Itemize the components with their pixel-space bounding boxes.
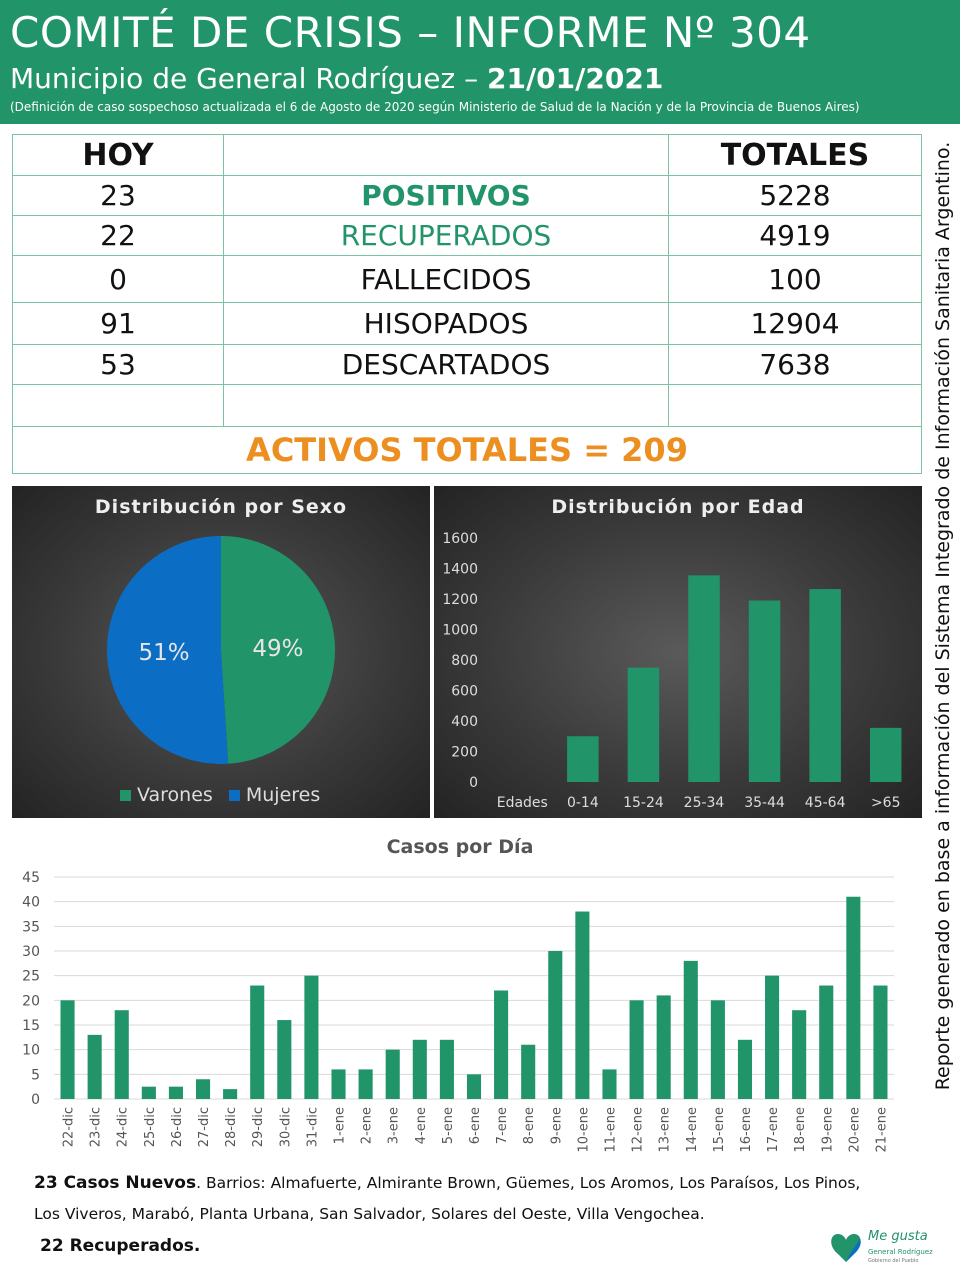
x-tick-label: 6-ene bbox=[468, 1107, 483, 1145]
sex-distribution-panel bbox=[12, 486, 430, 818]
stats-header-row bbox=[13, 135, 922, 176]
daily-bar-17-ene bbox=[765, 976, 779, 1099]
daily-bar-20-ene bbox=[846, 897, 860, 1099]
age-bar->65 bbox=[870, 728, 901, 782]
legend-item-varones bbox=[120, 784, 213, 806]
municipality-name: Municipio de General Rodríguez – bbox=[10, 62, 479, 95]
age-chart-title: Distribución por Edad bbox=[551, 496, 805, 518]
activos-row bbox=[13, 427, 922, 474]
y-tick-label: 15 bbox=[22, 1018, 40, 1034]
pie-legend bbox=[120, 784, 320, 806]
logo-text-1: Me gusta bbox=[868, 1229, 928, 1244]
daily-bar-2-ene bbox=[359, 1069, 373, 1099]
y-tick-label: 800 bbox=[451, 653, 478, 669]
daily-bar-11-ene bbox=[602, 1069, 616, 1099]
y-tick-label: 1200 bbox=[442, 592, 478, 608]
legend-label: Mujeres bbox=[245, 784, 321, 806]
municipal-logo bbox=[826, 1224, 933, 1276]
daily-bar-14-ene bbox=[684, 961, 698, 1099]
descartados-hoy: 53 bbox=[13, 345, 224, 385]
age-bar-chart bbox=[434, 486, 922, 818]
sex-pie-chart bbox=[12, 486, 430, 818]
y-tick-label: 400 bbox=[451, 714, 478, 730]
x-tick-label: 2-ene bbox=[359, 1107, 375, 1145]
x-tick-label: 3-ene bbox=[386, 1107, 402, 1145]
stats-row-hisopados bbox=[13, 303, 922, 345]
daily-bar-10-ene bbox=[575, 912, 589, 1099]
positivos-label: POSITIVOS bbox=[224, 176, 669, 216]
fallecidos-total: 100 bbox=[669, 256, 922, 303]
age-bar-45-64 bbox=[809, 589, 840, 782]
y-tick-label: 30 bbox=[22, 944, 40, 960]
hisopados-label: HISOPADOS bbox=[224, 303, 669, 345]
x-tick-label: 18-ene bbox=[793, 1107, 809, 1153]
empty-cell bbox=[224, 385, 669, 427]
y-tick-label: 10 bbox=[22, 1042, 40, 1059]
activos-totales: ACTIVOS TOTALES = 209 bbox=[13, 427, 922, 474]
daily-bar-7-ene bbox=[494, 990, 508, 1099]
x-tick-label: 7-ene bbox=[495, 1107, 511, 1145]
daily-cases-panel bbox=[0, 828, 920, 1168]
x-tick-label: 16-ene bbox=[738, 1107, 754, 1153]
y-tick-label: 0 bbox=[469, 775, 478, 791]
stats-row-empty bbox=[13, 385, 922, 427]
pie-slice-label: 51% bbox=[138, 639, 190, 666]
y-tick-label: 200 bbox=[451, 744, 478, 761]
x-tick-label: 21-ene bbox=[874, 1107, 890, 1153]
recuperados-hoy: 22 bbox=[13, 216, 224, 256]
x-tick-label: 8-ene bbox=[522, 1107, 538, 1145]
x-tick-label: 15-24 bbox=[623, 795, 664, 811]
empty-cell bbox=[669, 385, 922, 427]
stats-table bbox=[12, 134, 922, 474]
descartados-total: 7638 bbox=[669, 345, 922, 385]
daily-bar-12-ene bbox=[630, 1000, 644, 1099]
x-tick-label: 0-14 bbox=[566, 795, 599, 811]
x-tick-label: 15-ene bbox=[711, 1107, 727, 1153]
daily-bar-26-dic bbox=[169, 1087, 183, 1099]
daily-bar-21-ene bbox=[873, 986, 887, 1099]
new-cases-line bbox=[34, 1173, 860, 1193]
x-tick-label: 35-44 bbox=[744, 795, 785, 811]
legend-item-mujeres bbox=[229, 784, 320, 806]
age-bar-0-14 bbox=[567, 736, 598, 782]
daily-bar-23-dic bbox=[88, 1035, 102, 1099]
x-tick-label: 20-ene bbox=[847, 1107, 863, 1153]
stats-row-recuperados bbox=[13, 216, 922, 256]
daily-bar-25-dic bbox=[142, 1087, 156, 1099]
daily-bar-9-ene bbox=[548, 951, 562, 1099]
age-bar-15-24 bbox=[628, 668, 659, 782]
stats-row-descartados bbox=[13, 345, 922, 385]
daily-bar-22-dic bbox=[61, 1000, 75, 1099]
x-tick-label: Edades bbox=[496, 795, 548, 811]
y-tick-label: 1600 bbox=[442, 531, 478, 547]
y-tick-label: 5 bbox=[31, 1067, 40, 1084]
legend-swatch bbox=[120, 790, 131, 801]
age-bar-35-44 bbox=[749, 601, 780, 782]
age-distribution-panel bbox=[434, 486, 922, 818]
barrios-list-1: . Barrios: Almafuerte, Almirante Brown, Güemes, Los Aromos, Los Paraísos, Los Pinos, bbox=[196, 1174, 861, 1192]
col-label-header bbox=[224, 135, 669, 176]
daily-bar-19-ene bbox=[819, 986, 833, 1099]
x-tick-label: 14-ene bbox=[684, 1107, 700, 1153]
legend-label: Varones bbox=[137, 784, 213, 806]
x-tick-label: 13-ene bbox=[657, 1107, 673, 1153]
logo-text-2: General Rodríguez bbox=[868, 1248, 933, 1256]
x-tick-label: 23-dic bbox=[88, 1107, 104, 1148]
x-tick-label: 24-dic bbox=[115, 1107, 131, 1148]
logo-text-3: Gobierno del Pueblo bbox=[868, 1258, 919, 1264]
x-tick-label: 25-34 bbox=[683, 795, 725, 811]
recuperados-label: RECUPERADOS bbox=[224, 216, 669, 256]
x-tick-label: 10-ene bbox=[576, 1107, 592, 1153]
daily-bar-16-ene bbox=[738, 1040, 752, 1099]
daily-bar-1-ene bbox=[331, 1069, 345, 1099]
y-tick-label: 40 bbox=[22, 894, 40, 911]
y-tick-label: 1400 bbox=[442, 561, 478, 578]
report-date: 21/01/2021 bbox=[486, 62, 664, 95]
report-subtitle bbox=[10, 62, 663, 95]
daily-bar-24-dic bbox=[115, 1010, 129, 1099]
legend-swatch bbox=[229, 790, 240, 801]
y-tick-label: 35 bbox=[22, 919, 40, 936]
daily-bar-15-ene bbox=[711, 1000, 725, 1099]
hisopados-total: 12904 bbox=[669, 303, 922, 345]
positivos-hoy: 23 bbox=[13, 176, 224, 216]
data-source-note: Reporte generado en base a información del Sistema Integrado de Información Sanitaria Argentino. bbox=[932, 141, 954, 1091]
x-tick-label: >65 bbox=[870, 795, 901, 811]
stats-row-positivos bbox=[13, 176, 922, 216]
daily-bar-28-dic bbox=[223, 1089, 237, 1099]
x-tick-label: 9-ene bbox=[549, 1107, 565, 1145]
col-hoy-header: HOY bbox=[13, 135, 224, 176]
daily-bar-8-ene bbox=[521, 1045, 535, 1099]
positivos-total: 5228 bbox=[669, 176, 922, 216]
daily-bar-18-ene bbox=[792, 1010, 806, 1099]
case-definition-note: (Definición de caso sospechoso actualizada el 6 de Agosto de 2020 según Ministerio de Salud de la Nación y de la Provincia de Buenos Aires) bbox=[10, 100, 860, 114]
pie-slice-label: 49% bbox=[252, 636, 304, 663]
daily-bar-5-ene bbox=[440, 1040, 454, 1099]
x-tick-label: 26-dic bbox=[169, 1107, 185, 1148]
x-tick-label: 31-dic bbox=[305, 1107, 321, 1148]
recovered-line bbox=[40, 1236, 200, 1256]
fallecidos-label: FALLECIDOS bbox=[224, 256, 669, 303]
recovered-count: 22 Recuperados. bbox=[40, 1236, 201, 1256]
recuperados-total: 4919 bbox=[669, 216, 922, 256]
y-tick-label: 0 bbox=[31, 1092, 40, 1108]
x-tick-label: 28-dic bbox=[224, 1107, 240, 1148]
daily-bar-6-ene bbox=[467, 1074, 481, 1099]
barrios-list-2: Los Viveros, Marabó, Planta Urbana, San Salvador, Solares del Oeste, Villa Vengochea. bbox=[34, 1205, 705, 1223]
x-tick-label: 4-ene bbox=[413, 1107, 429, 1145]
x-tick-label: 19-ene bbox=[820, 1107, 836, 1153]
x-tick-label: 12-ene bbox=[630, 1107, 646, 1153]
y-tick-label: 20 bbox=[22, 993, 40, 1010]
report-title: COMITÉ DE CRISIS – INFORME Nº 304 bbox=[10, 8, 811, 57]
daily-bar-31-dic bbox=[304, 976, 318, 1099]
new-cases-count: 23 Casos Nuevos bbox=[34, 1173, 197, 1193]
report-header bbox=[0, 0, 960, 124]
daily-bar-4-ene bbox=[413, 1040, 427, 1099]
col-totales-header: TOTALES bbox=[669, 135, 922, 176]
daily-chart-title: Casos por Día bbox=[386, 836, 534, 858]
x-tick-label: 22-dic bbox=[61, 1107, 77, 1148]
x-tick-label: 29-dic bbox=[251, 1107, 267, 1148]
x-tick-label: 1-ene bbox=[332, 1107, 348, 1145]
daily-bar-chart bbox=[0, 828, 920, 1168]
x-tick-label: 11-ene bbox=[603, 1107, 619, 1153]
daily-bar-13-ene bbox=[657, 995, 671, 1099]
y-tick-label: 25 bbox=[22, 968, 40, 985]
fallecidos-hoy: 0 bbox=[13, 256, 224, 303]
daily-bar-27-dic bbox=[196, 1079, 210, 1099]
pie-chart-title: Distribución por Sexo bbox=[94, 496, 348, 518]
x-tick-label: 27-dic bbox=[197, 1107, 213, 1148]
y-tick-label: 1000 bbox=[442, 622, 478, 639]
x-tick-label: 17-ene bbox=[766, 1107, 782, 1153]
x-tick-label: 45-64 bbox=[804, 795, 846, 811]
hisopados-hoy: 91 bbox=[13, 303, 224, 345]
heart-logo-icon bbox=[826, 1224, 933, 1272]
daily-bar-29-dic bbox=[250, 986, 264, 1099]
y-tick-label: 600 bbox=[451, 683, 478, 700]
x-tick-label: 30-dic bbox=[278, 1107, 294, 1148]
age-bar-25-34 bbox=[688, 575, 719, 782]
stats-row-fallecidos bbox=[13, 256, 922, 303]
x-tick-label: 25-dic bbox=[142, 1107, 158, 1148]
daily-bar-3-ene bbox=[386, 1050, 400, 1099]
y-tick-label: 45 bbox=[22, 870, 40, 886]
x-tick-label: 5-ene bbox=[440, 1107, 456, 1145]
daily-bar-30-dic bbox=[277, 1020, 291, 1099]
descartados-label: DESCARTADOS bbox=[224, 345, 669, 385]
empty-cell bbox=[13, 385, 224, 427]
